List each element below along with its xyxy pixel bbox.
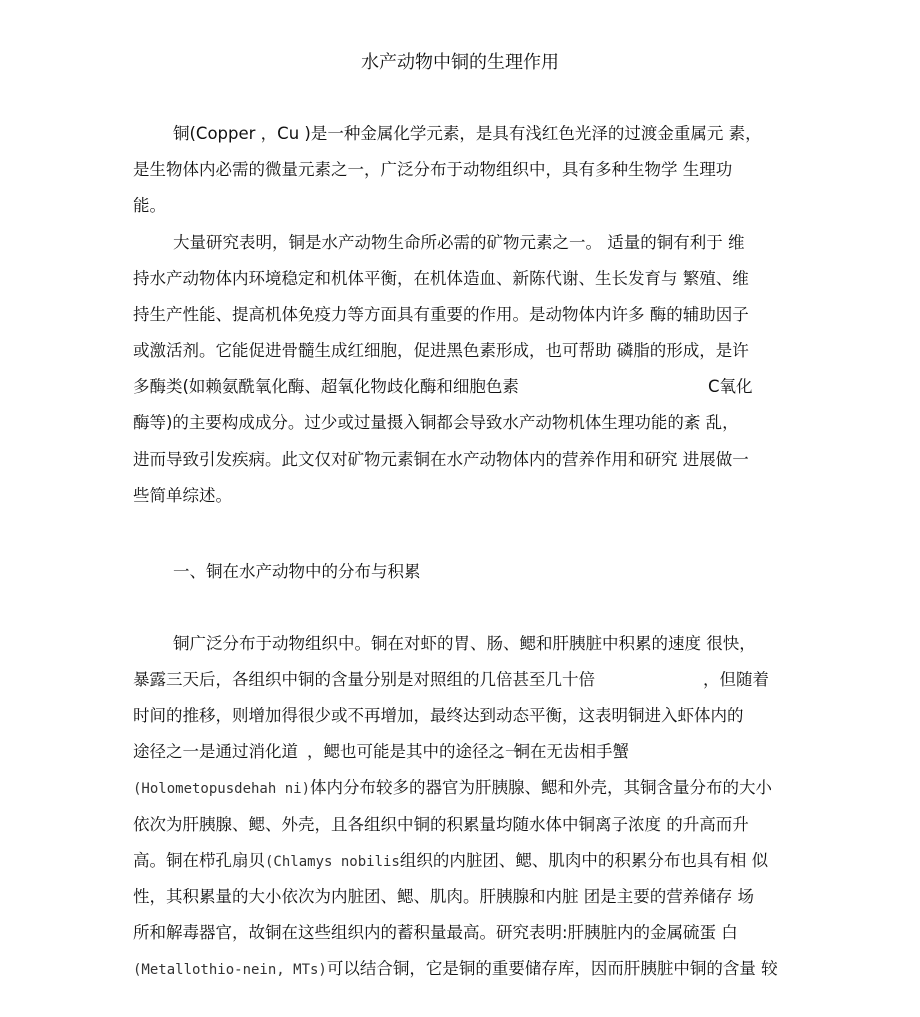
text-line: 性，其积累量的大小依次为内脏团、鳃、肌肉。肝胰腺和内脏 团是主要的营养储存 场: [133, 887, 754, 906]
document-title: 水产动物中铜的生理作用: [361, 52, 559, 73]
text-line: 时间的推移，则增加得很少或不再增加，最终达到动态平衡，这表明铜进入虾体内的: [133, 706, 744, 725]
text-segment: 高。铜在栉孔扇贝: [133, 851, 265, 870]
text-line: 持水产动物体内环境稳定和机体平衡，在机体造血、新陈代谢、生长发育与 繁殖、维: [133, 269, 749, 288]
text-segment: 体内分布较多的器官为肝胰腺、鳃和外壳，其铜含量分布的大小: [310, 778, 773, 797]
text-line: 是生物体内必需的微量元素之一，广泛分布于动物组织中，具有多种生物学 生理功: [133, 160, 733, 179]
latin-name: (Chlamys nobilis: [265, 854, 400, 870]
text-segment: 途径之一是通过消化道: [133, 742, 298, 761]
text-segment: 。铜在无齿相手蟹: [497, 742, 629, 761]
text-line: 依次为肝胰腺、鳃、外壳，且各组织中铜的积累量均随水体中铜离子浓度 的升高而升: [133, 815, 749, 834]
text-segment: 暴露三天后，各组织中铜的含量分别是对照组的几倍甚至几十倍: [133, 670, 595, 689]
text-segment: 可以结合铜，它是铜的重要储存库，因而肝胰脏中铜的含量 较: [326, 959, 778, 978]
text-line: 大量研究表明，铜是水产动物生命所必需的矿物元素之一。 适量的铜有利于 维: [173, 233, 745, 252]
text-line: 能。: [133, 196, 166, 215]
text-segment: C氧化: [708, 377, 753, 396]
text-line: 或激活剂。它能促进骨髓生成红细胞，促进黑色素形成，也可帮助 磷脂的形成，是许: [133, 341, 749, 360]
text-line: 些简单综述。: [133, 486, 232, 505]
text-line: 所和解毒器官，故铜在这些组织内的蓄积量最高。研究表明:肝胰脏内的金属硫蛋 白: [133, 923, 738, 942]
text-line: 酶等)的主要构成成分。过少或过量摄入铜都会导致水产动物机体生理功能的紊 乱，: [133, 413, 739, 432]
text-segment: ，鳃也可能是其中的途径之一: [307, 742, 522, 761]
text-line: 铜广泛分布于动物组织中。铜在对虾的胃、肠、鳃和肝胰脏中积累的速度 很快，: [173, 634, 756, 653]
text-line: [133, 959, 778, 980]
text-line: [133, 778, 772, 799]
text-segment: 多酶类(如赖氨酰氧化酶、超氧化物歧化酶和细胞色素: [133, 377, 519, 396]
text-segment: ，但随着: [703, 670, 769, 689]
latin-name: (Holometopusdehah ni): [133, 781, 311, 797]
section-heading: 一、铜在水产动物中的分布与积累: [173, 562, 421, 581]
text-line: [133, 851, 768, 872]
text-line: 铜(Copper ，Cu )是一种金属化学元素，是具有浅红色光泽的过渡金重属元 素，: [173, 124, 762, 143]
text-line: 进而导致引发疾病。此文仅对矿物元素铜在水产动物体内的营养作用和研究 进展做一: [133, 450, 749, 469]
text-line: 持生产性能、提高机体免疫力等方面具有重要的作用。是动物体内许多 酶的辅助因子: [133, 305, 749, 324]
latin-name: (Metallothio-nein, MTs): [133, 962, 327, 978]
text-segment: 组织的内脏团、鳃、肌肉中的积累分布也具有相 似: [399, 851, 769, 870]
